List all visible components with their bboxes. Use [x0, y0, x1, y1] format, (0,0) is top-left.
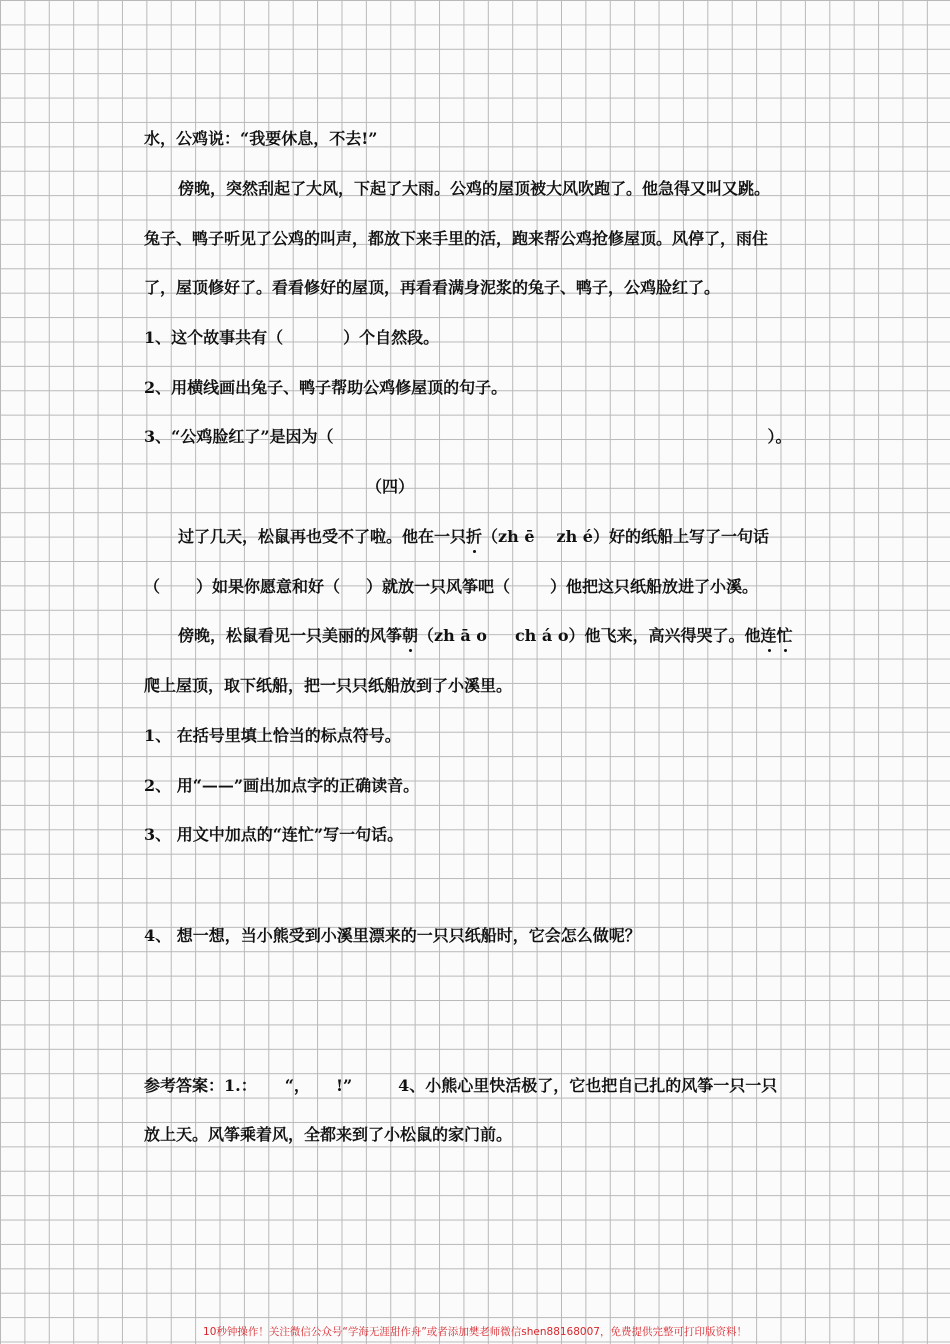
dotted-char: 朝	[402, 626, 419, 645]
question-4-think	[144, 925, 641, 947]
text: 水，公鸡说：“我要休息，不去!”	[144, 129, 378, 148]
text: （	[144, 577, 161, 596]
text: 4、小熊心里快活极了，它也把自己扎的风筝一只一只	[398, 1076, 778, 1095]
text: 兔子、鸭子听见了公鸡的叫声，都放下来手里的活，跑来帮公鸡抢修屋顶。风停了，雨住	[144, 229, 769, 248]
question-3-sentence	[144, 824, 403, 846]
pinyin-option[interactable]: zh é）好的纸船上写了一句话	[556, 527, 769, 546]
dotted-char: 折	[466, 527, 483, 546]
question-2-pinyin	[144, 775, 419, 797]
text: 傍晚，突然刮起了大风，下起了大雨。公鸡的屋顶被大风吹跑了。他急得又叫又跳。	[178, 179, 771, 198]
text: 2、用横线画出兔子、鸭子帮助公鸡修屋顶的句子。	[144, 378, 508, 397]
passage-line-3	[178, 625, 793, 647]
question-3-reason	[144, 426, 792, 448]
promo-footer: 10秒钟操作！关注微信公众号“学海无涯甜作舟”或者添加樊老师微信shen88168007，免费提供完整可打印版资料！	[203, 1326, 747, 1338]
text: 3、 用文中加点的“连忙”写一句话。	[144, 825, 404, 844]
passage-line-1	[178, 526, 769, 548]
story-line-3	[144, 228, 768, 250]
text: 爬上屋顶，取下纸船，把一只只纸船放到了小溪里。	[144, 676, 513, 695]
question-1-punctuation	[144, 725, 401, 747]
answer-marks: !”	[335, 1076, 353, 1095]
text: （四）	[366, 477, 415, 496]
passage-line-2	[144, 576, 758, 598]
text: ）。	[767, 427, 792, 446]
pinyin-option[interactable]: （zh ā o	[418, 626, 487, 645]
passage-line-4	[144, 675, 512, 697]
story-line-4	[144, 277, 720, 299]
question-1-paragraph-count	[144, 327, 439, 349]
dotted-char: 忙	[776, 626, 793, 645]
text: 了，屋顶修好了。看看修好的屋顶，再看看满身泥浆的兔子、鸭子，公鸡脸红了。	[144, 278, 721, 297]
reference-answer-line-1	[144, 1075, 777, 1097]
answer-label: 参考答案：1.：	[144, 1076, 257, 1095]
question-2-underline	[144, 377, 507, 399]
text: 4、 想一想，当小熊受到小溪里漂来的一只只纸船时，它会怎么做呢？	[144, 926, 641, 945]
text: 过了几天，松鼠再也受不了啦。他在一只	[178, 527, 467, 546]
text: ）他把这只纸船放进了小溪。	[550, 577, 759, 596]
answer-marks: “，	[284, 1076, 310, 1095]
text: ）如果你愿意和好（	[196, 577, 341, 596]
reference-answer-line-2	[144, 1124, 512, 1146]
text: 傍晚，松鼠看见一只美丽的风筝	[178, 626, 403, 645]
text: 3、“公鸡脸红了”是因为（	[144, 427, 334, 446]
text: ）就放一只风筝吧（	[366, 577, 511, 596]
text: 2、 用“——”画出加点字的正确读音。	[144, 776, 420, 795]
section-heading	[366, 476, 414, 498]
text: 放上天。风筝乘着风，全都来到了小松鼠的家门前。	[144, 1125, 513, 1144]
text: 1、这个故事共有（	[144, 328, 284, 347]
dotted-char: 连	[760, 626, 777, 645]
story-line-1	[144, 128, 377, 150]
text: 1、 在括号里填上恰当的标点符号。	[144, 726, 401, 745]
story-line-2	[178, 178, 770, 200]
pinyin-option[interactable]: ch á o）他飞来，高兴得哭了。他	[514, 626, 761, 645]
text: ）个自然段。	[343, 328, 440, 347]
pinyin-option[interactable]: （zh ē	[482, 527, 535, 546]
